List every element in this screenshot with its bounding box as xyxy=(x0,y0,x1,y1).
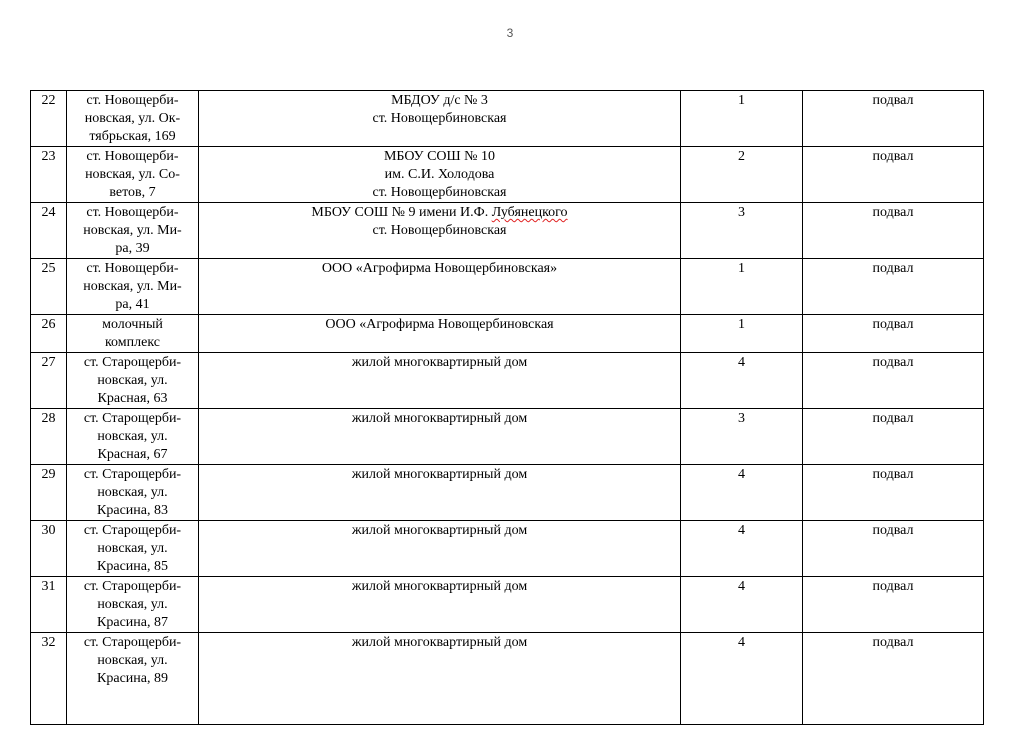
quantity-cell: 1 xyxy=(681,259,803,315)
address-line: ветов, 7 xyxy=(109,185,156,200)
address-line: новская, ул. Ми- xyxy=(83,223,182,238)
organization-cell xyxy=(199,259,681,315)
organization-line: им. С.И. Холодова xyxy=(384,167,495,182)
address-line: ст. Старощерби- xyxy=(83,411,182,426)
address-line: новская, ул. xyxy=(97,541,168,556)
organization-line: ООО «Агрофирма Новощербиновская xyxy=(325,317,554,332)
address-cell xyxy=(67,633,199,725)
organization-cell xyxy=(199,465,681,521)
table-row xyxy=(31,147,984,203)
table-row xyxy=(31,633,984,725)
address-line: ст. Новощерби- xyxy=(86,261,179,276)
address-line: тябрьская, 169 xyxy=(89,129,176,144)
organization-cell xyxy=(199,521,681,577)
quantity-cell: 4 xyxy=(681,353,803,409)
address-line: ра, 39 xyxy=(115,241,150,256)
quantity-cell: 3 xyxy=(681,409,803,465)
address-cell xyxy=(67,315,199,353)
location-cell: подвал xyxy=(803,577,984,633)
table-row xyxy=(31,521,984,577)
organization-line: жилой многоквартирный дом xyxy=(351,523,528,538)
address-line: ст. Старощерби- xyxy=(83,579,182,594)
address-line: новская, ул. xyxy=(97,429,168,444)
location-cell: подвал xyxy=(803,521,984,577)
table-row xyxy=(31,315,984,353)
row-number: 27 xyxy=(31,353,67,409)
quantity-cell: 2 xyxy=(681,147,803,203)
organization-line: жилой многоквартирный дом xyxy=(351,579,528,594)
organization-cell xyxy=(199,353,681,409)
row-number: 24 xyxy=(31,203,67,259)
organization-cell xyxy=(199,147,681,203)
row-number: 30 xyxy=(31,521,67,577)
organization-line: жилой многоквартирный дом xyxy=(351,355,528,370)
address-line: новская, ул. xyxy=(97,373,168,388)
address-line: новская, ул. xyxy=(97,485,168,500)
address-line: новская, ул. xyxy=(97,653,168,668)
location-cell: подвал xyxy=(803,259,984,315)
organization-line: жилой многоквартирный дом xyxy=(351,635,528,650)
address-line: новская, ул. xyxy=(97,597,168,612)
address-line: новская, ул. Ок- xyxy=(84,111,181,126)
address-cell xyxy=(67,147,199,203)
row-number: 31 xyxy=(31,577,67,633)
organization-cell xyxy=(199,633,681,725)
table-row xyxy=(31,91,984,147)
organization-cell xyxy=(199,91,681,147)
address-line: ст. Старощерби- xyxy=(83,467,182,482)
page-number: 3 xyxy=(506,26,514,40)
address-line: ст. Старощерби- xyxy=(83,355,182,370)
table-row xyxy=(31,465,984,521)
address-line: ст. Новощерби- xyxy=(86,93,179,108)
table-row xyxy=(31,409,984,465)
row-number: 23 xyxy=(31,147,67,203)
address-line: ст. Старощерби- xyxy=(83,523,182,538)
address-cell xyxy=(67,91,199,147)
location-cell: подвал xyxy=(803,315,984,353)
organization-line: МБОУ СОШ № 10 xyxy=(383,149,496,164)
address-cell xyxy=(67,353,199,409)
address-line: ст. Новощерби- xyxy=(86,149,179,164)
address-cell xyxy=(67,259,199,315)
address-line: Красная, 63 xyxy=(97,391,168,406)
quantity-cell: 3 xyxy=(681,203,803,259)
address-cell xyxy=(67,203,199,259)
table-row xyxy=(31,577,984,633)
table-row xyxy=(31,259,984,315)
quantity-cell: 4 xyxy=(681,577,803,633)
organization-line: ст. Новощербиновская xyxy=(372,223,507,238)
quantity-cell: 4 xyxy=(681,521,803,577)
address-cell xyxy=(67,409,199,465)
row-number: 26 xyxy=(31,315,67,353)
location-cell: подвал xyxy=(803,203,984,259)
organization-cell xyxy=(199,409,681,465)
address-line: комплекс xyxy=(104,335,161,350)
location-cell: подвал xyxy=(803,409,984,465)
organization-cell xyxy=(199,577,681,633)
location-cell: подвал xyxy=(803,91,984,147)
address-cell xyxy=(67,465,199,521)
row-number: 22 xyxy=(31,91,67,147)
address-line: молочный xyxy=(102,317,163,332)
row-number: 28 xyxy=(31,409,67,465)
organization-line xyxy=(202,204,677,222)
row-number: 29 xyxy=(31,465,67,521)
quantity-cell: 1 xyxy=(681,315,803,353)
organization-line: ООО «Агрофирма Новощербиновская» xyxy=(321,261,558,276)
spellcheck-flagged-word[interactable]: Лубянецкого xyxy=(491,205,568,220)
quantity-cell: 4 xyxy=(681,465,803,521)
location-cell: подвал xyxy=(803,633,984,725)
address-line: ра, 41 xyxy=(115,297,150,312)
address-line: новская, ул. Со- xyxy=(85,167,180,182)
organization-line: жилой многоквартирный дом xyxy=(351,467,528,482)
table-row xyxy=(31,353,984,409)
table-row xyxy=(31,203,984,259)
organization-line: ст. Новощербиновская xyxy=(372,185,507,200)
organization-line: МБДОУ д/с № 3 xyxy=(391,93,488,108)
organization-line: жилой многоквартирный дом xyxy=(351,411,528,426)
address-line: Красная, 67 xyxy=(97,447,168,462)
address-cell xyxy=(67,521,199,577)
row-number: 25 xyxy=(31,259,67,315)
address-cell xyxy=(67,577,199,633)
quantity-cell: 1 xyxy=(681,91,803,147)
address-line: Красина, 83 xyxy=(97,503,168,518)
address-line: Красина, 89 xyxy=(97,671,168,686)
address-line: ст. Старощерби- xyxy=(83,635,182,650)
location-cell: подвал xyxy=(803,147,984,203)
organization-cell xyxy=(199,315,681,353)
address-line: Красина, 87 xyxy=(97,615,168,630)
organization-name-text: МБОУ СОШ № 9 имени И.Ф. xyxy=(311,205,492,220)
address-line: ст. Новощерби- xyxy=(86,205,179,220)
address-line: Красина, 85 xyxy=(97,559,168,574)
location-cell: подвал xyxy=(803,465,984,521)
row-number: 32 xyxy=(31,633,67,725)
address-line: новская, ул. Ми- xyxy=(83,279,182,294)
quantity-cell: 4 xyxy=(681,633,803,725)
organization-cell xyxy=(199,203,681,259)
shelter-table xyxy=(30,90,984,725)
location-cell: подвал xyxy=(803,353,984,409)
organization-line: ст. Новощербиновская xyxy=(372,111,507,126)
